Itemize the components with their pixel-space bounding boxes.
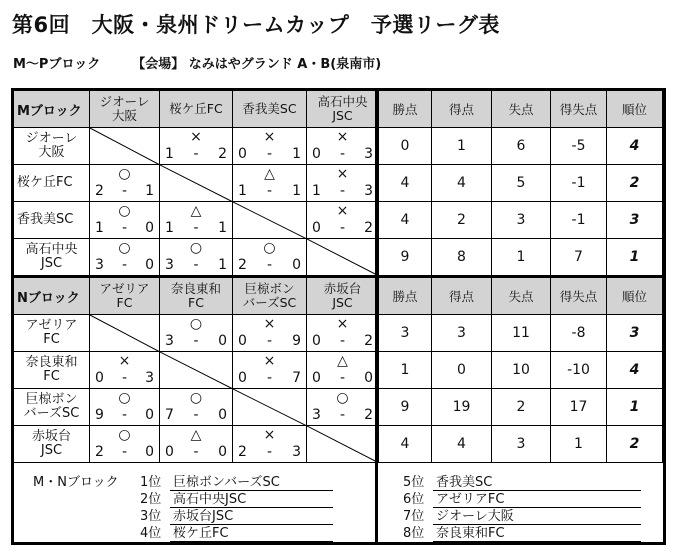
- result-mark: ×: [190, 129, 202, 145]
- match-result-cell: [233, 165, 307, 202]
- result-mark: ×: [336, 203, 349, 219]
- goal-diff-cell: -1: [551, 202, 607, 239]
- result-mark: ×: [336, 129, 349, 145]
- points-cell: 9: [379, 389, 432, 426]
- stat-header: 得失点: [551, 278, 607, 315]
- goals-against-cell: 5: [492, 165, 551, 202]
- goals-against-cell: 3: [492, 202, 551, 239]
- result-mark: ○: [118, 390, 131, 406]
- match-result-cell: [90, 165, 160, 202]
- result-mark: △: [337, 353, 348, 369]
- match-score: [165, 407, 227, 423]
- column-team-header: [233, 278, 307, 315]
- goals-for-cell: 2: [432, 202, 492, 239]
- match-score: [238, 183, 301, 199]
- match-score: [238, 146, 301, 162]
- match-score: [312, 220, 373, 236]
- diagonal-line: [233, 389, 307, 426]
- ranking-position: 3位: [140, 509, 162, 524]
- subtitle: [13, 53, 381, 72]
- match-result-cell: [233, 239, 307, 276]
- stat-header: 勝点: [379, 278, 432, 315]
- diagonal-line: [307, 426, 379, 463]
- score-against: 3: [364, 183, 373, 199]
- score-against: 2: [364, 220, 373, 236]
- result-mark: ×: [263, 129, 276, 145]
- text-line: 大阪: [111, 108, 137, 123]
- match-score: [165, 444, 227, 460]
- text-line: JSC: [332, 295, 353, 310]
- rank-cell: 3: [607, 202, 663, 239]
- score-dash: -: [339, 370, 346, 386]
- text-line: バーズSC: [242, 295, 297, 310]
- venue-name: なみはやグランド A・B(泉南市): [188, 57, 382, 72]
- score-against: 0: [145, 444, 154, 460]
- text-line: JSC: [332, 108, 353, 123]
- score-dash: -: [121, 407, 128, 423]
- ranking-team-name: アゼリアFC: [433, 492, 641, 508]
- text-line: JSC: [40, 443, 63, 458]
- diagonal-line: [233, 202, 307, 239]
- result-mark: ○: [189, 390, 203, 406]
- result-mark: ○: [263, 240, 276, 256]
- diagonal-line: [307, 239, 379, 276]
- result-mark: ○: [336, 390, 349, 406]
- diagonal-cell: [90, 128, 160, 165]
- rank-cell: 4: [607, 352, 663, 389]
- score-against: 1: [292, 183, 301, 199]
- score-for: 0: [312, 333, 321, 349]
- diagonal-cell: [307, 426, 379, 463]
- text-line: 赤坂台: [323, 281, 362, 296]
- goals-for-cell: 3: [432, 315, 492, 352]
- match-result-cell: [160, 239, 233, 276]
- ranking-position: 5位: [403, 475, 425, 490]
- goals-for-cell: 0: [432, 352, 492, 389]
- match-score: [95, 257, 154, 273]
- row-team-name: [14, 202, 90, 239]
- score-dash: -: [266, 146, 273, 162]
- result-mark: ○: [118, 427, 131, 443]
- diagonal-cell: [307, 239, 379, 276]
- diagonal-line: [90, 315, 160, 352]
- match-score: [95, 370, 154, 386]
- score-for: 1: [95, 220, 104, 236]
- diagonal-cell: [233, 202, 307, 239]
- rank-cell: 4: [607, 128, 663, 165]
- score-against: 1: [218, 257, 227, 273]
- column-team-header: [307, 91, 379, 128]
- rank-cell: 2: [607, 426, 663, 463]
- goal-diff-cell: 1: [551, 426, 607, 463]
- text-line: アゼリア: [25, 318, 78, 333]
- match-result-cell: [233, 426, 307, 463]
- match-score: [238, 333, 301, 349]
- score-against: 3: [145, 370, 154, 386]
- score-for: 0: [312, 146, 321, 162]
- text-line: 香我美SC: [17, 212, 74, 227]
- column-team-header: [160, 91, 233, 128]
- score-for: 0: [238, 146, 247, 162]
- points-cell: 4: [379, 426, 432, 463]
- match-score: [312, 146, 373, 162]
- match-result-cell: [160, 426, 233, 463]
- score-against: 3: [292, 444, 301, 460]
- row-team-name: [14, 165, 90, 202]
- goals-against-cell: 10: [492, 352, 551, 389]
- result-mark: ×: [336, 166, 349, 182]
- text-line: 大阪: [38, 145, 65, 160]
- match-result-cell: [90, 202, 160, 239]
- score-dash: -: [266, 444, 273, 460]
- ranking-item: [403, 522, 641, 542]
- result-mark: △: [190, 427, 202, 443]
- points-cell: 9: [379, 239, 432, 276]
- ranking-team-name: 桜ケ丘FC: [170, 526, 333, 542]
- match-result-cell: [160, 202, 233, 239]
- text-line: アゼリア: [99, 281, 150, 296]
- block-label: Mブロック: [14, 91, 90, 128]
- score-dash: -: [266, 370, 273, 386]
- result-mark: ×: [118, 353, 131, 369]
- stat-header: 得失点: [551, 91, 607, 128]
- column-team-header: [160, 278, 233, 315]
- text-line: FC: [188, 295, 204, 310]
- score-dash: -: [266, 333, 273, 349]
- ranking-team-name: 高石中央JSC: [170, 492, 333, 508]
- diagonal-line: [160, 352, 233, 389]
- stat-header: 得点: [432, 278, 492, 315]
- ranking-position: 1位: [140, 475, 162, 490]
- result-mark: ○: [118, 203, 131, 219]
- score-for: 1: [165, 146, 174, 162]
- goal-diff-cell: -10: [551, 352, 607, 389]
- text-line: ジオーレ: [99, 94, 150, 109]
- score-dash: -: [339, 183, 346, 199]
- points-cell: 4: [379, 165, 432, 202]
- goals-against-cell: 3: [492, 426, 551, 463]
- text-line: 桜ケ丘FC: [17, 175, 73, 190]
- match-score: [312, 370, 373, 386]
- diagonal-line: [90, 128, 160, 165]
- row-team-name: [14, 128, 90, 165]
- text-line: 高石中央: [317, 94, 368, 109]
- stats-separator: [375, 91, 378, 542]
- text-line: FC: [43, 332, 60, 347]
- score-against: 0: [292, 257, 301, 273]
- score-against: 1: [218, 220, 227, 236]
- goal-diff-cell: -5: [551, 128, 607, 165]
- match-result-cell: [160, 389, 233, 426]
- score-for: 0: [95, 370, 104, 386]
- stat-header: 順位: [607, 278, 663, 315]
- match-score: [238, 257, 301, 273]
- result-mark: ×: [263, 316, 276, 332]
- text-line: 奈良東和: [170, 281, 221, 296]
- goals-for-cell: 4: [432, 165, 492, 202]
- block-label: Nブロック: [14, 278, 90, 315]
- goal-diff-cell: -1: [551, 165, 607, 202]
- ranking-position: 8位: [403, 526, 425, 541]
- score-against: 0: [218, 333, 227, 349]
- ranking-position: 6位: [403, 492, 425, 507]
- goal-diff-cell: -8: [551, 315, 607, 352]
- goals-for-cell: 8: [432, 239, 492, 276]
- row-team-name: [14, 389, 90, 426]
- ranking-team-name: ジオーレ大阪: [433, 509, 641, 525]
- match-result-cell: [307, 128, 379, 165]
- match-result-cell: [233, 352, 307, 389]
- match-score: [95, 444, 154, 460]
- row-team-name: [14, 352, 90, 389]
- match-result-cell: [90, 239, 160, 276]
- goal-diff-cell: 17: [551, 389, 607, 426]
- ranking-label: M・Nブロック: [33, 475, 119, 490]
- score-dash: -: [121, 370, 128, 386]
- score-for: 0: [238, 333, 247, 349]
- score-for: 7: [165, 407, 174, 423]
- ranking-position: 7位: [403, 509, 425, 524]
- match-score: [312, 407, 373, 423]
- text-line: FC: [43, 369, 60, 384]
- match-result-cell: [90, 389, 160, 426]
- score-dash: -: [121, 220, 128, 236]
- score-against: 2: [364, 333, 373, 349]
- score-for: 9: [95, 407, 104, 423]
- goal-diff-cell: 7: [551, 239, 607, 276]
- score-against: 0: [145, 407, 154, 423]
- text-line: 巨椋ボン: [244, 281, 295, 296]
- goals-against-cell: 11: [492, 315, 551, 352]
- score-for: 2: [95, 444, 104, 460]
- text-line: 桜ケ丘FC: [169, 101, 223, 116]
- diagonal-cell: [160, 352, 233, 389]
- score-for: 1: [312, 183, 321, 199]
- score-against: 0: [145, 220, 154, 236]
- text-line: ジオーレ: [25, 131, 78, 146]
- score-dash: -: [339, 333, 346, 349]
- text-line: 高石中央: [25, 242, 78, 257]
- text-line: 奈良東和: [25, 355, 78, 370]
- stat-header: 失点: [492, 278, 551, 315]
- match-score: [165, 257, 227, 273]
- score-for: 1: [238, 183, 247, 199]
- result-mark: △: [190, 203, 202, 219]
- score-against: 0: [218, 407, 227, 423]
- score-dash: -: [339, 220, 346, 236]
- match-score: [238, 444, 301, 460]
- ranking-team-name: 香我美SC: [433, 475, 641, 491]
- stat-header: 順位: [607, 91, 663, 128]
- text-line: 赤坂台: [31, 429, 71, 444]
- score-dash: -: [266, 183, 273, 199]
- score-dash: -: [339, 407, 346, 423]
- column-team-header: [90, 278, 160, 315]
- diagonal-cell: [160, 165, 233, 202]
- score-against: 2: [364, 407, 373, 423]
- text-line: 巨椋ボン: [25, 392, 78, 407]
- result-mark: ○: [189, 240, 203, 256]
- score-for: 3: [312, 407, 321, 423]
- result-mark: ×: [336, 316, 349, 332]
- points-cell: 3: [379, 315, 432, 352]
- match-result-cell: [307, 352, 379, 389]
- match-score: [312, 333, 373, 349]
- rank-cell: 1: [607, 389, 663, 426]
- score-dash: -: [193, 444, 199, 460]
- score-for: 0: [238, 370, 247, 386]
- ranking-position: 4位: [140, 526, 162, 541]
- goals-for-cell: 1: [432, 128, 492, 165]
- result-mark: ×: [263, 353, 276, 369]
- ranking-team-name: 巨椋ボンバーズSC: [170, 475, 333, 491]
- rank-cell: 2: [607, 165, 663, 202]
- stat-header: 勝点: [379, 91, 432, 128]
- result-mark: ○: [118, 240, 131, 256]
- result-mark: △: [264, 166, 275, 182]
- score-dash: -: [121, 444, 128, 460]
- column-team-header: [307, 278, 379, 315]
- score-for: 0: [165, 444, 174, 460]
- match-result-cell: [307, 202, 379, 239]
- match-result-cell: [160, 315, 233, 352]
- diagonal-cell: [233, 389, 307, 426]
- block-separator: [14, 275, 663, 278]
- score-against: 7: [292, 370, 301, 386]
- stat-header: 得点: [432, 91, 492, 128]
- score-against: 0: [364, 370, 373, 386]
- ranking-item: [140, 522, 333, 542]
- row-team-name: [14, 426, 90, 463]
- ranking-team-name: 赤坂台JSC: [170, 509, 333, 525]
- points-cell: 1: [379, 352, 432, 389]
- row-team-name: [14, 239, 90, 276]
- score-for: 1: [165, 220, 174, 236]
- column-team-header: [90, 91, 160, 128]
- match-score: [165, 333, 227, 349]
- goals-against-cell: 1: [492, 239, 551, 276]
- text-line: JSC: [40, 256, 63, 271]
- score-for: 2: [95, 183, 104, 199]
- score-dash: -: [121, 183, 128, 199]
- stat-header: 失点: [492, 91, 551, 128]
- score-dash: -: [266, 257, 273, 273]
- score-against: 1: [292, 146, 301, 162]
- score-against: 1: [145, 183, 154, 199]
- match-result-cell: [307, 389, 379, 426]
- result-mark: ×: [263, 427, 276, 443]
- page-title: 第6回 大阪・泉州ドリームカップ 予選リーグ表: [12, 13, 500, 37]
- column-team-header: [233, 91, 307, 128]
- score-for: 2: [238, 444, 247, 460]
- row-team-name: [14, 315, 90, 352]
- match-score: [95, 183, 154, 199]
- score-dash: -: [193, 257, 199, 273]
- match-result-cell: [90, 426, 160, 463]
- score-dash: -: [193, 407, 199, 423]
- score-dash: -: [193, 146, 199, 162]
- match-score: [312, 183, 373, 199]
- score-against: 2: [218, 146, 227, 162]
- result-mark: ○: [189, 316, 203, 332]
- ranking-team-name: 奈良東和FC: [433, 526, 641, 542]
- match-result-cell: [160, 128, 233, 165]
- score-against: 0: [218, 444, 227, 460]
- rank-cell: 3: [607, 315, 663, 352]
- score-for: 2: [238, 257, 247, 273]
- match-result-cell: [307, 165, 379, 202]
- match-score: [238, 370, 301, 386]
- score-for: 3: [165, 333, 174, 349]
- score-dash: -: [193, 333, 199, 349]
- diagonal-line: [160, 165, 233, 202]
- venue-label: 【会場】: [132, 57, 185, 72]
- match-score: [165, 220, 227, 236]
- match-result-cell: [307, 315, 379, 352]
- block-range: M～Pブロック: [13, 57, 101, 72]
- match-score: [95, 407, 154, 423]
- score-against: 0: [145, 257, 154, 273]
- score-for: 0: [312, 370, 321, 386]
- ranking-position: 2位: [140, 492, 162, 507]
- text-line: 香我美SC: [242, 101, 297, 116]
- score-against: 3: [364, 146, 373, 162]
- text-line: FC: [116, 295, 133, 310]
- goals-against-cell: 6: [492, 128, 551, 165]
- text-line: バーズSC: [23, 406, 80, 421]
- score-dash: -: [193, 220, 199, 236]
- score-against: 9: [292, 333, 301, 349]
- points-cell: 0: [379, 128, 432, 165]
- points-cell: 4: [379, 202, 432, 239]
- diagonal-cell: [90, 315, 160, 352]
- goals-for-cell: 4: [432, 426, 492, 463]
- match-score: [165, 146, 227, 162]
- rank-cell: 1: [607, 239, 663, 276]
- match-result-cell: [233, 315, 307, 352]
- match-result-cell: [233, 128, 307, 165]
- score-for: 3: [165, 257, 174, 273]
- score-for: 0: [312, 220, 321, 236]
- goals-against-cell: 2: [492, 389, 551, 426]
- match-score: [95, 220, 154, 236]
- match-result-cell: [90, 352, 160, 389]
- score-dash: -: [339, 146, 346, 162]
- goals-for-cell: 19: [432, 389, 492, 426]
- result-mark: ○: [118, 166, 131, 182]
- score-dash: -: [121, 257, 128, 273]
- score-for: 3: [95, 257, 104, 273]
